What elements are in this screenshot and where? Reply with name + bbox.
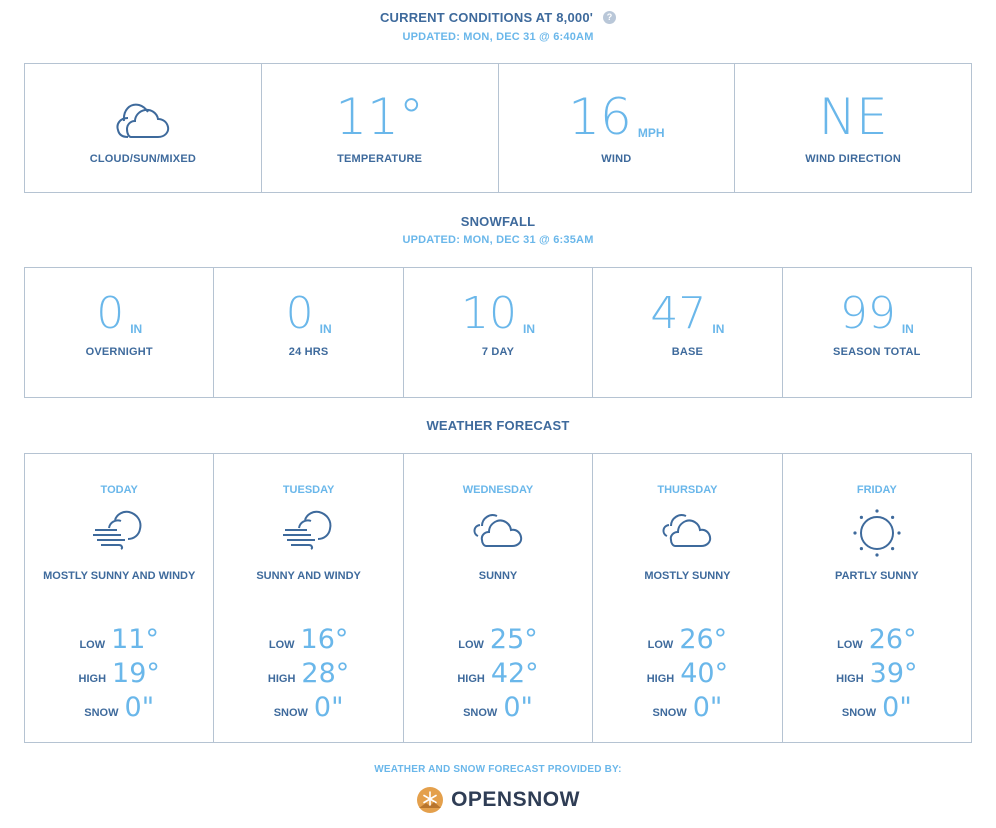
snowfall-value: 47	[650, 288, 707, 339]
high-label: HIGH	[78, 673, 107, 685]
snowfall-value: 99	[839, 288, 896, 339]
condition-cell-temperature	[262, 64, 499, 192]
snowfall-unit: IN	[130, 322, 143, 336]
cloud-icon	[659, 508, 715, 550]
snow-value: 0"	[124, 692, 155, 723]
snow-value: 0"	[503, 692, 533, 723]
current-conditions-panel	[24, 63, 972, 193]
cloud-icon	[470, 508, 526, 550]
snowfall-cell-season-total	[783, 268, 971, 397]
snowfall-unit: IN	[319, 322, 332, 336]
high-label: HIGH	[836, 673, 864, 685]
low-value: 26°	[679, 624, 728, 655]
opensnow-logo-icon	[416, 786, 444, 814]
snowfall-unit: IN	[712, 322, 725, 336]
snowfall-cell-overnight	[25, 268, 214, 397]
low-label: LOW	[458, 639, 484, 651]
low-label: LOW	[837, 639, 863, 651]
snowfall-label: OVERNIGHT	[85, 346, 153, 358]
wind-direction-label: WIND DIRECTION	[805, 153, 901, 165]
snowfall-unit: IN	[523, 322, 536, 336]
snowfall-label: 24 HRS	[288, 346, 329, 358]
opensnow-wordmark: OPENSNOW	[451, 788, 580, 811]
forecast-description: MOSTLY SUNNY AND WINDY	[43, 570, 196, 582]
condition-cell-wind	[499, 64, 736, 192]
high-label: HIGH	[457, 673, 485, 685]
condition-cell-sky	[25, 64, 262, 192]
forecast-day-name: TODAY	[100, 484, 138, 496]
wind-label: WIND	[601, 153, 632, 165]
high-label: HIGH	[267, 673, 296, 685]
snowfall-label: SEASON TOTAL	[833, 346, 921, 358]
forecast-day-name: TUESDAY	[282, 484, 335, 496]
forecast-description: SUNNY AND WINDY	[256, 570, 361, 582]
snow-label: SNOW	[84, 707, 119, 719]
snow-label: SNOW	[463, 707, 498, 719]
forecast-description: MOSTLY SUNNY	[644, 570, 731, 582]
high-value: 19°	[112, 658, 160, 689]
cloud-sun-icon	[114, 96, 172, 142]
temperature-value: 11°	[335, 88, 424, 146]
condition-label: CLOUD/SUN/MIXED	[89, 153, 197, 165]
high-value: 28°	[301, 658, 350, 689]
snowfall-cell-7day	[404, 268, 593, 397]
high-label: HIGH	[646, 673, 675, 685]
snow-label: SNOW	[273, 707, 308, 719]
high-value: 40°	[680, 658, 729, 689]
snowfall-unit: IN	[901, 322, 914, 336]
current-conditions-title: CURRENT CONDITIONS AT 8,000'	[379, 10, 594, 25]
wind-unit: MPH	[637, 126, 665, 140]
snowfall-panel	[24, 267, 972, 398]
low-value: 11°	[111, 624, 159, 655]
forecast-title: WEATHER FORECAST	[426, 418, 570, 433]
forecast-day-card	[593, 454, 782, 742]
forecast-day-name: THURSDAY	[657, 484, 718, 496]
cloud-wind-icon	[281, 508, 337, 550]
forecast-description: PARTLY SUNNY	[835, 570, 919, 582]
wind-value: 16	[568, 88, 632, 146]
low-value: 16°	[300, 624, 349, 655]
snowfall-label: BASE	[671, 346, 704, 358]
snowfall-cell-24hrs	[214, 268, 403, 397]
snow-label: SNOW	[841, 707, 877, 719]
snow-value: 0"	[692, 692, 723, 723]
low-value: 26°	[868, 624, 917, 655]
sun-icon	[849, 508, 905, 558]
forecast-day-card	[214, 454, 403, 742]
snowfall-value: 10	[461, 288, 518, 339]
forecast-day-card	[783, 454, 971, 742]
forecast-panel	[24, 453, 972, 743]
forecast-provider-label: WEATHER AND SNOW FORECAST PROVIDED BY:	[374, 764, 622, 775]
snowfall-label: 7 DAY	[481, 346, 515, 358]
snow-label: SNOW	[652, 707, 687, 719]
snowfall-value: 0	[285, 288, 314, 339]
snowfall-value: 0	[96, 288, 125, 339]
forecast-day-name: WEDNESDAY	[462, 484, 534, 496]
temperature-label: TEMPERATURE	[337, 153, 423, 165]
condition-cell-wind-direction	[735, 64, 971, 192]
snow-value: 0"	[313, 692, 344, 723]
low-label: LOW	[79, 639, 106, 651]
opensnow-brand-link[interactable]	[0, 786, 996, 814]
wind-direction-value: NE	[818, 88, 888, 146]
current-conditions-heading	[0, 10, 996, 25]
low-label: LOW	[647, 639, 674, 651]
forecast-day-card	[404, 454, 593, 742]
forecast-day-card	[25, 454, 214, 742]
snowfall-cell-base	[593, 268, 782, 397]
snowfall-updated: UPDATED: MON, DEC 31 @ 6:35AM	[402, 234, 594, 246]
current-conditions-updated: UPDATED: MON, DEC 31 @ 6:40AM	[402, 31, 594, 43]
low-label: LOW	[268, 639, 295, 651]
snow-value: 0"	[882, 692, 912, 723]
high-value: 42°	[490, 658, 539, 689]
snowfall-title: SNOWFALL	[460, 214, 536, 229]
high-value: 39°	[869, 658, 918, 689]
cloud-wind-icon	[91, 508, 147, 550]
forecast-day-name: FRIDAY	[856, 484, 897, 496]
low-value: 25°	[489, 624, 538, 655]
help-icon[interactable]: ?	[603, 11, 616, 24]
forecast-description: SUNNY	[478, 570, 518, 582]
